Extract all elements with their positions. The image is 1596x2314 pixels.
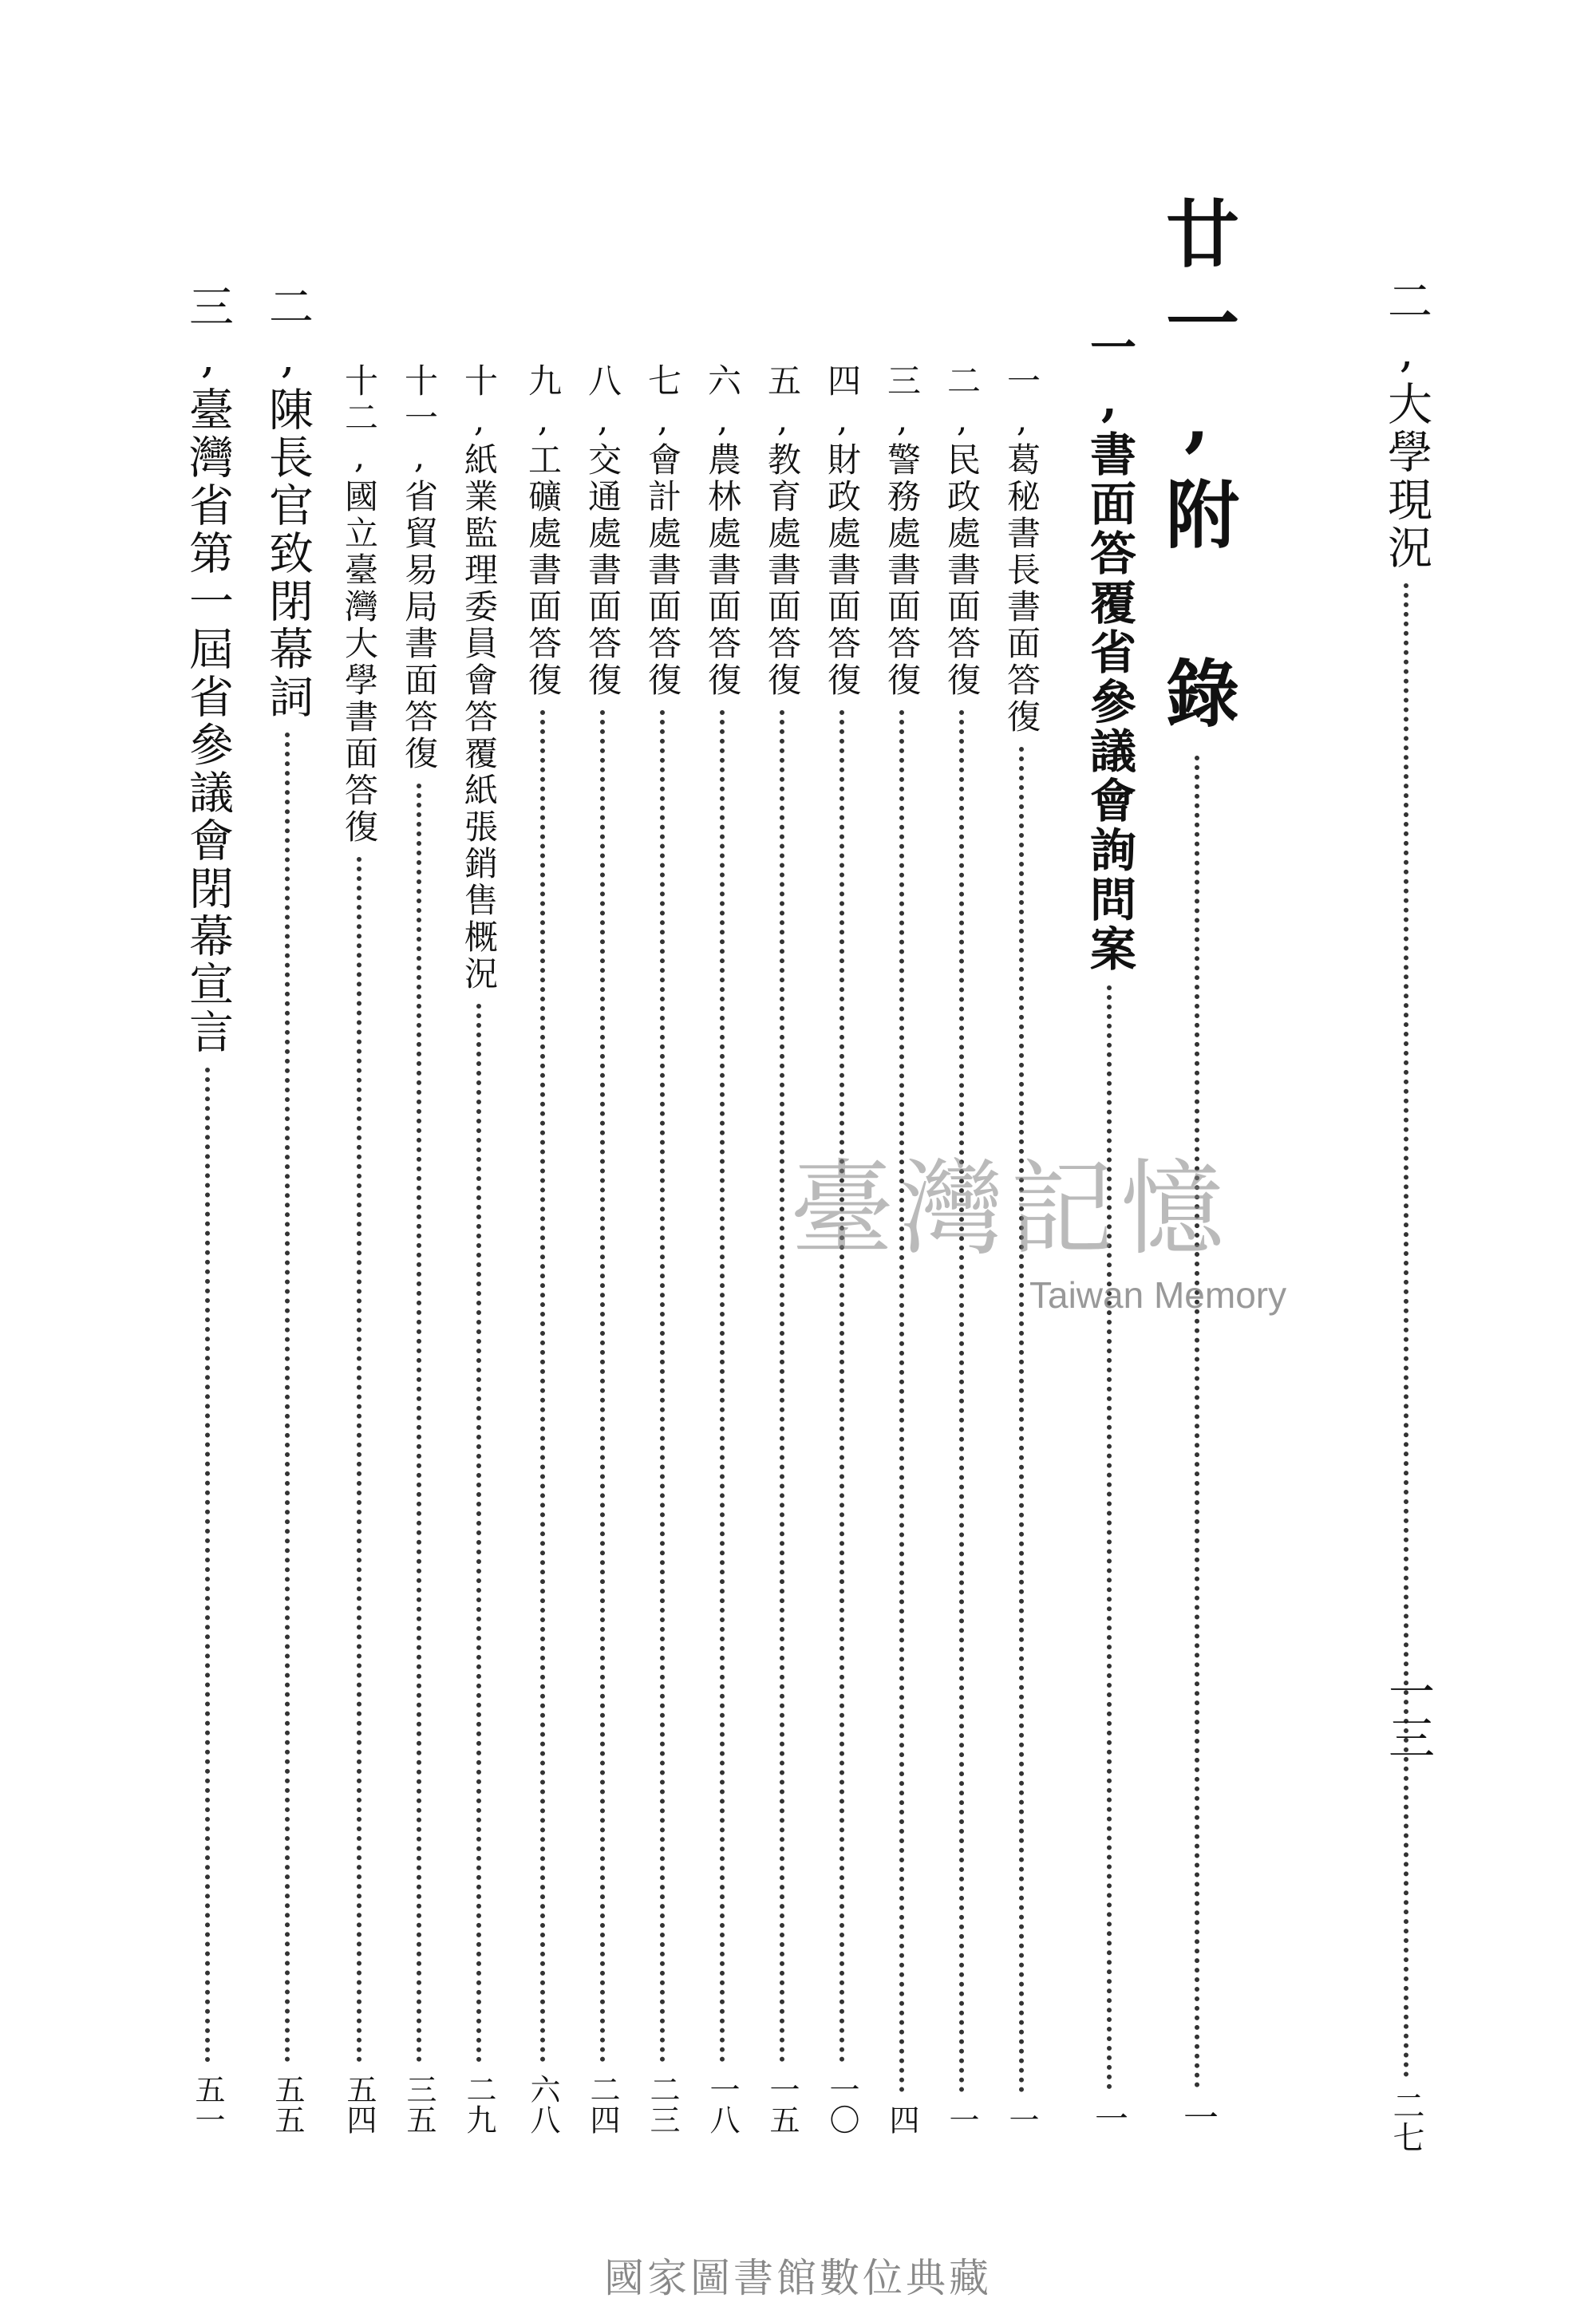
toc-entry-page: 二四: [585, 2074, 620, 2134]
toc-entry: [814, 363, 870, 2134]
toc-entry-title: 二,陳長官致閉幕詞: [262, 283, 314, 721]
toc-entry-page: 五四: [342, 2074, 377, 2134]
toc-entry: [1374, 278, 1438, 2153]
dot-leader: [540, 710, 545, 2063]
toc-entry: [575, 363, 630, 2134]
toc-entry-title: 一,葛秘書長書面答復: [1002, 363, 1041, 736]
toc-entry-page: 五一: [190, 2074, 225, 2134]
toc-entry-page: 四: [884, 2104, 919, 2134]
toc-entry-title: 四,財政處書面答復: [823, 363, 862, 699]
dot-leader: [959, 710, 964, 2093]
toc-entry-title: 七,會計處書面答復: [643, 363, 682, 699]
toc-entry-title: 三,臺灣省第一屆省參議會閉幕宣言: [182, 283, 234, 1056]
toc-entry-title: 六,農林處書面答復: [703, 363, 742, 699]
dot-leader: [1195, 756, 1199, 2088]
dot-leader: [660, 710, 665, 2063]
dot-leader: [839, 710, 844, 2063]
toc-entry-page: 二三: [645, 2074, 680, 2134]
toc-entry-title: 二,民政處書面答復: [942, 363, 982, 699]
dot-leader: [476, 1004, 481, 2063]
dot-leader: [357, 857, 361, 2063]
dot-leader: [780, 710, 784, 2063]
toc-entry-page: 一五: [764, 2074, 800, 2134]
dot-leader: [417, 784, 421, 2063]
toc-entry: [994, 363, 1049, 2134]
page-number: 一三: [1381, 1668, 1435, 1760]
toc-entry: [391, 363, 447, 2134]
toc-entry-page: 一: [1177, 2099, 1218, 2134]
dot-leader: [1404, 583, 1408, 2078]
toc-entry: [451, 363, 507, 2134]
toc-subsection: [172, 283, 243, 2134]
toc-entry-page: 一: [1090, 2101, 1129, 2134]
dot-leader: [720, 710, 725, 2063]
toc-entry-page: 一: [1004, 2104, 1039, 2134]
toc-entry-page: 六八: [525, 2074, 560, 2134]
toc-entry: [331, 363, 387, 2134]
toc-entry-title: 五,教育處書面答復: [763, 363, 802, 699]
toc-entry-title: 二,大學現況: [1381, 278, 1432, 572]
toc-entry-title: 八,交通處書面答復: [583, 363, 622, 699]
toc-section-heading: [1153, 195, 1241, 2134]
dot-leader: [600, 710, 605, 2063]
toc-entry-title: 九,工礦處書面答復: [523, 363, 563, 699]
toc-entry-title: 三,警務處書面答復: [883, 363, 922, 699]
toc-entry-page: 一八: [705, 2074, 740, 2134]
toc-entry-page: 一: [944, 2104, 979, 2134]
toc-entry: [515, 363, 571, 2134]
footer-credit: 國家圖書館數位典藏: [604, 2255, 992, 2301]
toc-entry-page: 五五: [270, 2074, 305, 2134]
toc-entry-page: 二七: [1388, 2089, 1424, 2153]
toc-subsection: [1073, 323, 1145, 2134]
toc-entry-title: 十,紙業監理委員會答覆紙張銷售概況: [460, 363, 499, 993]
dot-leader: [205, 1068, 210, 2063]
watermark-english: Taiwan Memory: [1029, 1274, 1287, 1316]
toc-entry: [754, 363, 810, 2134]
dot-leader: [1107, 985, 1112, 2090]
toc-entry-page: 二九: [461, 2074, 496, 2134]
toc-subsection: [251, 283, 323, 2134]
toc-entry-page: 一〇: [824, 2074, 859, 2134]
toc-entry: [874, 363, 930, 2134]
toc-entry-title: 十一,省貿易局書面答復: [400, 363, 439, 772]
toc-entry: [694, 363, 750, 2134]
toc-entry-title: 一,書面答覆省參議會詢問案: [1082, 323, 1136, 974]
watermark-chinese: 臺灣記憶: [790, 1148, 1231, 1270]
toc-entry-page: 三五: [401, 2074, 437, 2134]
toc-entry-title: 十二,國立臺灣大學書面答復: [340, 363, 379, 846]
dot-leader: [285, 733, 290, 2063]
toc-entry: [934, 363, 990, 2134]
toc-section-title: 廿一,附 錄: [1154, 195, 1240, 744]
dot-leader: [1019, 747, 1024, 2093]
toc-entry: [634, 363, 690, 2134]
dot-leader: [899, 710, 904, 2093]
